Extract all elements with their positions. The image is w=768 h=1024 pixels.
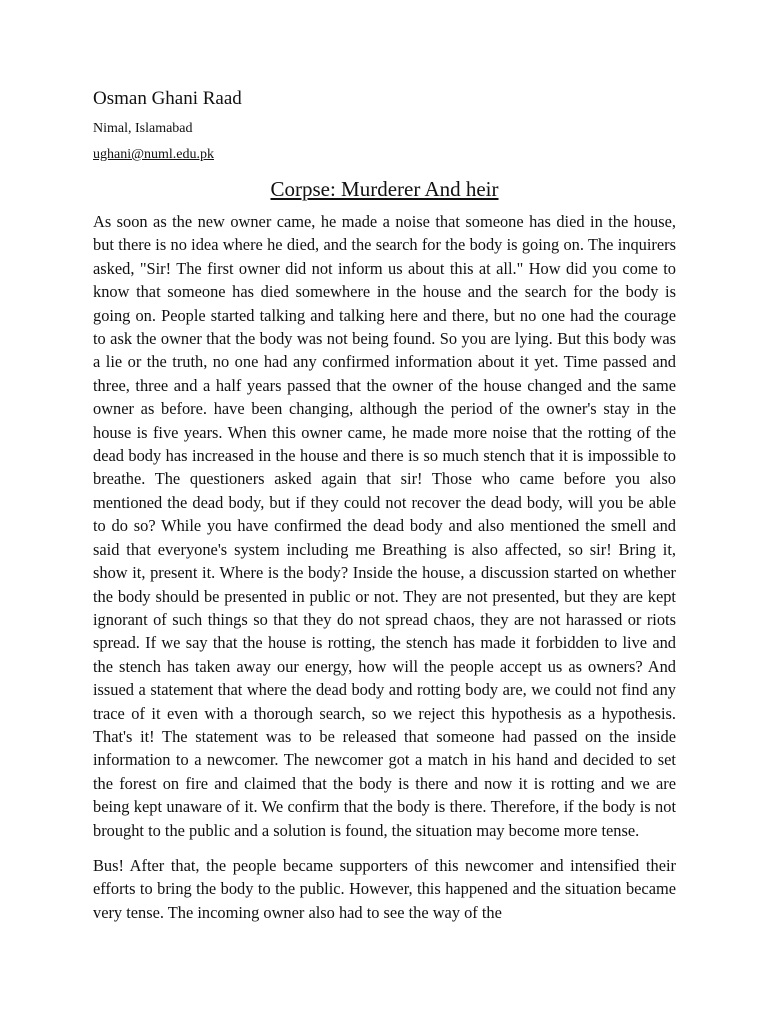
author-affiliation: Nimal, Islamabad: [93, 121, 193, 136]
author-email-link[interactable]: ughani@numl.edu.pk: [93, 147, 214, 162]
document-title: Corpse: Murderer And heir: [270, 177, 499, 201]
author-name: Osman Ghani Raad: [93, 88, 242, 109]
body-paragraph-1: As soon as the new owner came, he made a noise that someone has died in the house, but there is no idea where he died, and the search for the body is going on. The inquirers asked, "Sir! The first owner did not inform us about this at all." How did you come to know that someone has died somewhere in the house and the search for the body is going on. People started talking and talking here and there, but no one had the courage to ask the owner that the body was not being found. So you are lying. But this body was a lie or the truth, no one had any confirmed information about it yet. Time passed and three, three and a half years passed that the owner of the house changed and the same owner as before. have been changing, although the period of the owner's stay in the house is five years. When this owner came, he made more noise that the rotting of the dead body has increased in the house and there is so much stench that it is impossible to breathe. The questioners asked again that sir! Those who came before you also mentioned the dead body, but if they could not recover the dead body, will you be able to do so? While you have confirmed the dead body and also mentioned the smell and said that everyone's system including me Breathing is also affected, so sir! Bring it, show it, present it. Where is the body? Inside the house, a discussion started on whether the body should be presented in public or not. They are not presented, but they are kept ignorant of such things so that they do not spread chaos, they are not harassed or riots spread. If we say that the house is rotting, the stench has made it forbidden to live and the stench has taken away our energy, how will the people accept us as owners? And issued a statement that where the dead body and rotting body are, we could not find any trace of it even with a thorough search, so we reject this hypothesis as a hypothesis. That's it! The statement was to be released that someone had passed on the inside information to a newcomer. The newcomer got a match in his hand and decided to set the forest on fire and claimed that the body is there and now it is rotting and we are being kept unaware of it. We confirm that the body is there. Therefore, if the body is not brought to the public and a solution is found, the situation may become more tense.: [93, 212, 676, 840]
body-paragraph-2: Bus! After that, the people became supporters of this newcomer and intensified their efforts to bring the body to the public. However, this happened and the situation became very tense. The incoming owner also had to see the way of the: [93, 855, 676, 922]
